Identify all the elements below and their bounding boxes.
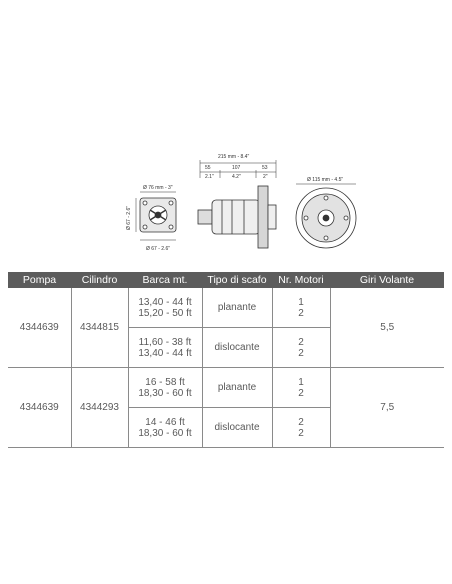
header-barca: Barca mt. <box>128 272 202 288</box>
front-diameter-label: Ø 115 mm - 4.5" <box>307 177 344 183</box>
header-giri-volante: Giri Volante <box>330 272 444 288</box>
giri-cell: 7,5 <box>330 368 444 448</box>
motori-cell <box>272 328 330 368</box>
seg-b-mm-label: 107 <box>232 165 241 171</box>
barca-cell <box>128 368 202 408</box>
barca-line: 13,40 - 44 ft <box>138 347 192 359</box>
tipo-cell: dislocante <box>202 328 272 368</box>
table-row <box>8 368 444 408</box>
tipo-cell: planante <box>202 368 272 408</box>
barca-cell <box>128 328 202 368</box>
cilindro-cell: 4344293 <box>71 368 128 448</box>
header-pompa: Pompa <box>8 272 71 288</box>
side-height-label: Ø 67 - 2.6" <box>126 205 132 230</box>
barca-line: 13,40 - 44 ft <box>138 296 192 308</box>
motori-line: 1 <box>298 376 304 388</box>
specs-table <box>8 272 444 448</box>
barca-line: 15,20 - 50 ft <box>138 307 192 319</box>
overall-length-label: 215 mm - 8.4" <box>218 154 250 160</box>
seg-b-in-label: 4.2" <box>232 174 241 180</box>
motori-line: 1 <box>298 296 304 308</box>
pump-rear-view <box>136 192 176 240</box>
motori-cell <box>272 408 330 448</box>
technical-drawing <box>0 0 452 270</box>
tipo-cell: planante <box>202 288 272 328</box>
motori-cell <box>272 368 330 408</box>
flange-diameter-label: Ø 76 mm - 3" <box>143 185 173 191</box>
bottom-diameter-label: Ø 67 - 2.6" <box>146 246 171 252</box>
pompa-cell: 4344639 <box>8 288 71 368</box>
motori-line: 2 <box>298 336 304 348</box>
tipo-cell: dislocante <box>202 408 272 448</box>
motori-cell <box>272 288 330 328</box>
motori-line: 2 <box>298 427 304 439</box>
seg-a-in-label: 2.1" <box>205 174 214 180</box>
barca-line: 11,60 - 38 ft <box>138 336 192 348</box>
motori-line: 2 <box>298 416 304 428</box>
barca-cell <box>128 288 202 328</box>
seg-c-in-label: 2" <box>263 174 268 180</box>
seg-c-mm-label: 53 <box>262 165 268 171</box>
pump-front-view <box>296 184 356 248</box>
cilindro-cell: 4344815 <box>71 288 128 368</box>
pompa-cell: 4344639 <box>8 368 71 448</box>
barca-cell <box>128 408 202 448</box>
motori-line: 2 <box>298 307 304 319</box>
barca-line: 18,30 - 60 ft <box>138 387 192 399</box>
barca-line: 18,30 - 60 ft <box>138 427 192 439</box>
barca-line: 14 - 46 ft <box>145 416 185 428</box>
header-cilindro: Cilindro <box>71 272 128 288</box>
barca-line: 16 - 58 ft <box>145 376 185 388</box>
header-tipo-scafo: Tipo di scafo <box>202 272 272 288</box>
motori-line: 2 <box>298 387 304 399</box>
seg-a-mm-label: 55 <box>205 165 211 171</box>
motori-line: 2 <box>298 347 304 359</box>
giri-cell: 5,5 <box>330 288 444 368</box>
header-nr-motori: Nr. Motori <box>272 272 330 288</box>
table-header-row <box>8 272 444 288</box>
table-row <box>8 288 444 328</box>
